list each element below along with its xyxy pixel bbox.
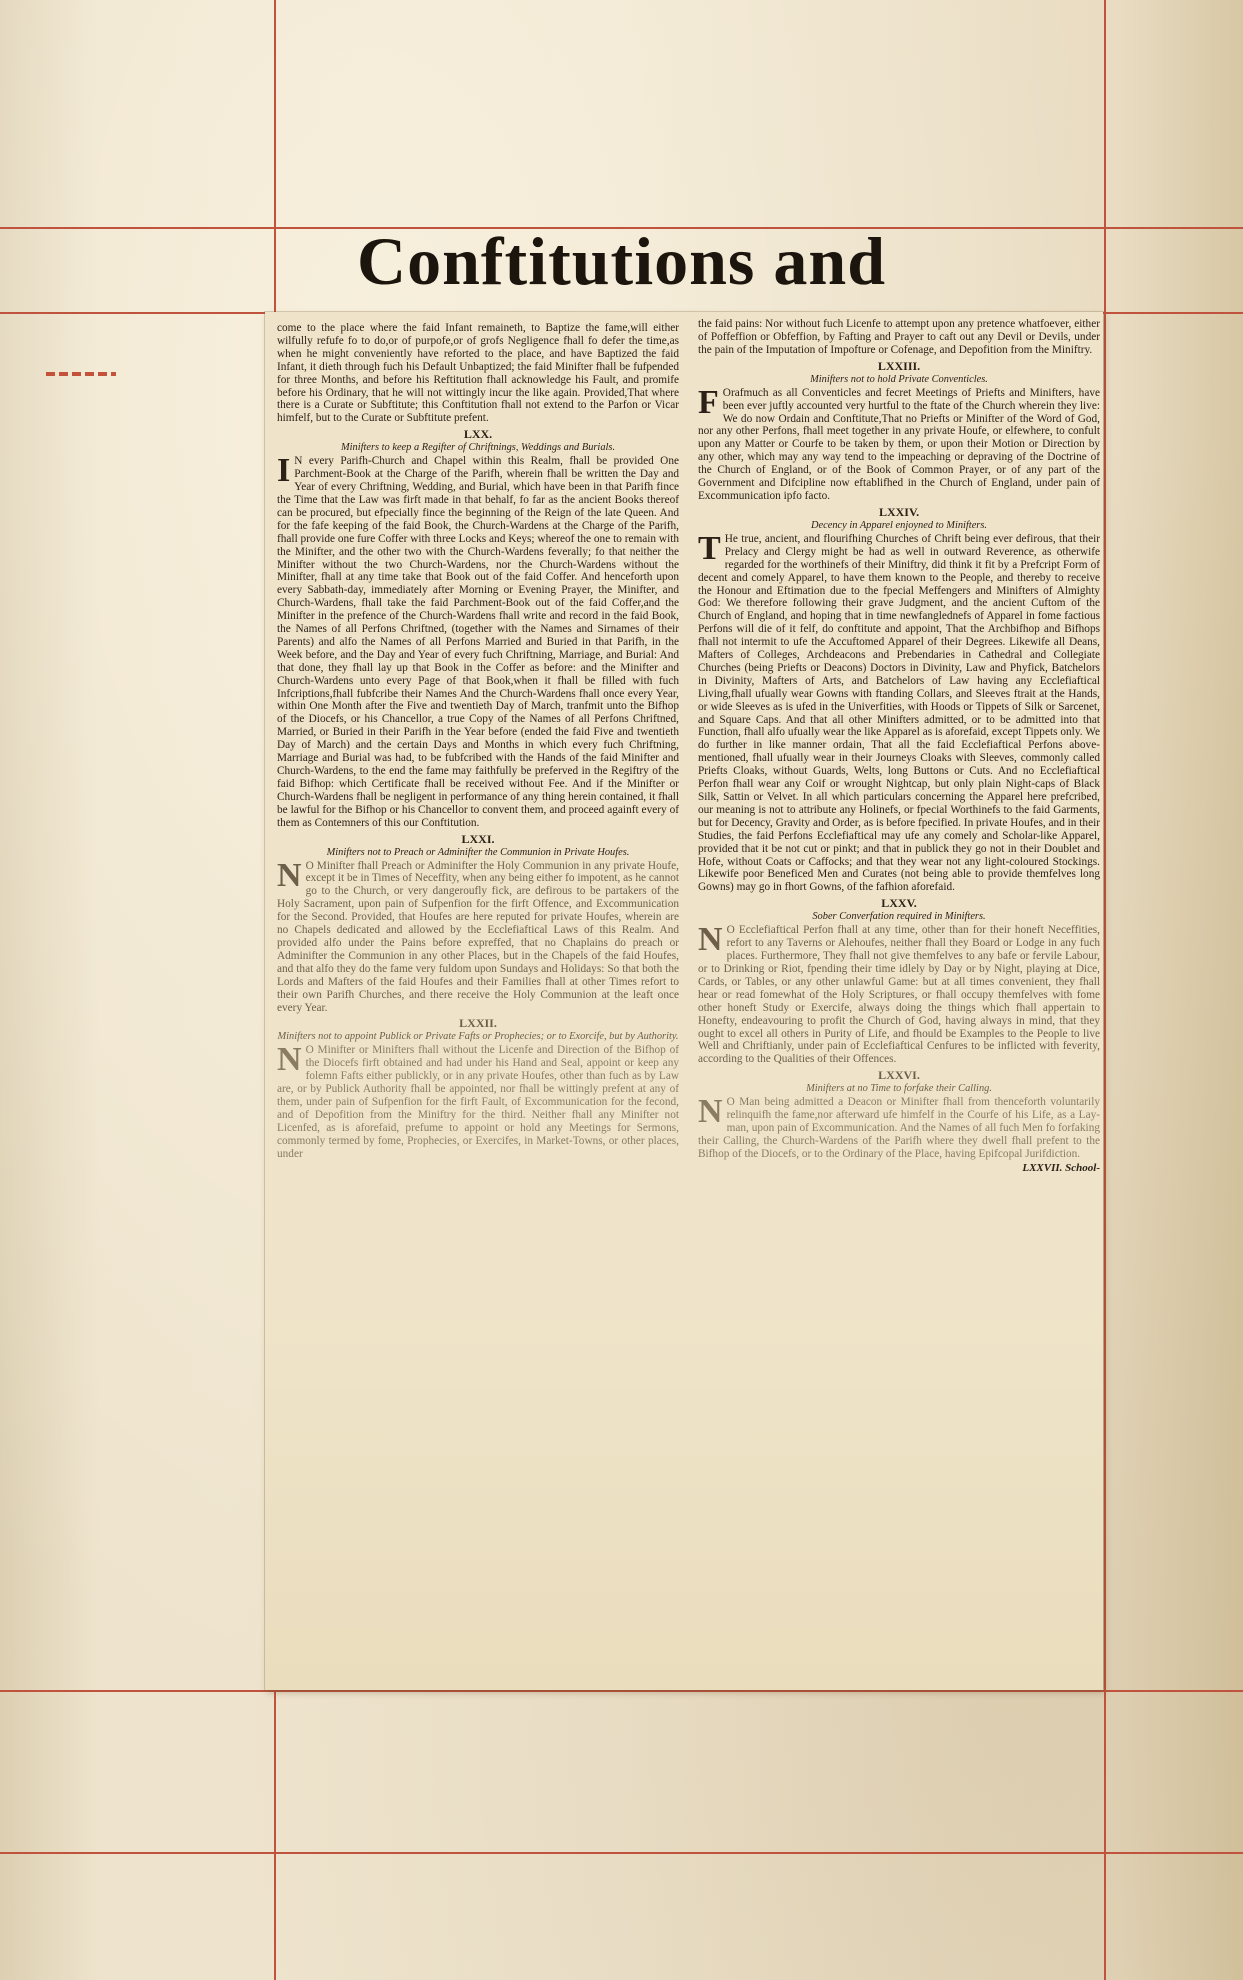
drop-initial: N [277, 1041, 302, 1079]
canon-text [277, 1041, 679, 1160]
canon-heading: Decency in Apparel enjoyned to Minifters. [810, 519, 987, 531]
canon-text [698, 1093, 1100, 1161]
canon-text [698, 529, 1100, 894]
continued-text: the faid pains: Nor without fuch Licenfe to attempt upon any pretence whatfoever, either of Poffeffion or Obfeffion, by Fafting and Prayer to caft out any Devil or Devils, under the pain of the Imputation of Impofture or Cofenage, and Depofition from the Miniftry. [698, 318, 1100, 356]
drop-initial: I [277, 452, 291, 490]
drop-initial: F [698, 383, 719, 421]
canon-heading: Minifters not to appoint Publick or Private Fafts or Prophecies; or to Exorcife, but by Authority. [277, 1031, 679, 1043]
canon-text [277, 452, 679, 829]
canon-number: LXXV. [881, 896, 917, 911]
right-column [698, 318, 1100, 1175]
drop-initial: N [698, 921, 723, 959]
drop-initial: N [698, 1093, 723, 1131]
canon-heading: Sober Converfation required in Minifters. [812, 911, 986, 923]
canon-body: O Minifter fhall Preach or Adminifter the Holy Communion in any private Houfe, except it be in Times of Neceffity, when any being either fo impotent, as he cannot go to the Church, or very dangeroufly fick, are defirous to be partakers of the Holy Sacrament, upon pain of Sufpenfion for the firft Offence, and Excommunication for the Second. Provided, that Houfes are here reputed for private Houfes, wherein are no Chapels dedicated and allowed by the Ecclefiaftical Laws of this Realm. And provided alfo under the Pains before expreffed, that no Chaplains do preach or Adminifter the Communion in any other Places, but in the Chapels of the faid Houfes, and that alfo they do the fame very fuldom upon Sundays and Holidays: So that both the Lords and Mafters of the faid Houfes and their Families fhall at other Times refort to their own Parifh Churches, and there receive the Holy Communion at the leaft once every Year. [277, 859, 679, 1014]
canon-body: N every Parifh-Church and Chapel within this Realm, fhall be provided One Parchment-Book at the Charge of the Parifh, wherein fhall be written the Day and Year of every Chriftning, Wedding, and Burial, which have been in that Parifh fince the Time that the Law was firft made in that behalf, fo far as the ancient Books thereof can be procured, but efpecially fince the beginning of the Reign of the late Queen. And for the fafe keeping of the faid Book, the Church-Wardens at the Charge of the Parifh, fhall provide one fure Coffer with three Locks and Keys; whereof the one to remain with the Minifter, and the other two with the Church-Wardens feverally; fo that neither the Minifter without the two Church-Wardens, nor the Church-Wardens without the Minifter, fhall at any time take that Book out of the faid Coffer. And henceforth upon every Sabbath-day, immediately after Morning or Evening Prayer, the Minifter, and Church-Wardens, fhall take the faid Parchment-Book out of the faid Coffer,and the Minifter in the prefence of the Church-Wardens fhall write and record in the faid Book, the Names of all Perfons Chriftned, (together with the Names and Sirnames of their Parents) and alfo the Names of all Perfons Married and Buried in that Parifh, in the Week before, and the Day and Year of every fuch Chriftning, Marriage, and Burial: And that done, they fhall lay up that Book in the Coffer as before: and the Minifter and Church-Wardens unto every Page of that Book,when it fhall be filled with fuch Infcriptions,fhall fubfcribe their Names And the Church-Wardens fhall once every Year, within One Month after the Five and twentieth Day of March, tranfmit unto the Bifhop of the Diocefs, or his Chancellor, a true Copy of the Names of all Perfons Chriftned, Married, or Buried in their Parifh in the Year before (ended the faid Five and twentieth Day of March) and the certain Days and Months in which every fuch Chriftning, Marriage and Burial was had, to be fubfcribed with the Hands of the faid Minifter and Church-Wardens, to the end the fame may faithfully be preferved in the Regiftry of the faid Bifhop: which Certificate fhall be received without Fee. And if the Minifter or Church-Wardens fhall be negligent in performance of any thing herein contained, it fhall be lawful for the Bifhop or his Chancellor to convent them, and proceed againft every of them as Contemners of this our Conftitution. [277, 455, 679, 829]
canon-heading: Minifters not to Preach or Adminifter the Communion in Private Houfes. [326, 846, 630, 858]
canon-number: LXXVI. [878, 1068, 920, 1083]
canon-body: O Minifter or Minifters fhall without the Licenfe and Direction of the Bifhop of the Diocefs firft obtained and had under his Hand and Seal, appoint or keep any folemn Fafts either publickly, or in any private Houfes, other than fuch as by Law are, or by Publick Authority fhall be appointed, nor fhall be wittingly prefent at any of them, under pain of Sufpenfion for the firft Fault, of Excommunication for the fecond, and of Depofition from the Miniftry for the third. Neither fhall any Minifter not Licenfed, as is aforefaid, prefume to appoint or hold any Meetings for Sermons, commonly termed by fome, Prophecies, or Exercifes, in Market-Towns, or other places, under [277, 1044, 679, 1160]
canon-heading: Minifters not to hold Private Conventicles. [810, 373, 988, 385]
canon-number: LXX. [463, 427, 493, 442]
canon-text [277, 856, 679, 1015]
margin-mark [46, 372, 116, 376]
canon-number: LXXIII. [877, 358, 921, 373]
page-title: Conftitutions and [356, 223, 887, 299]
drop-initial: T [698, 529, 721, 567]
canon-body: Orafmuch as all Conventicles and fecret Meetings of Priefts and Minifters, have been ever juftly accounted very hurtful to the ftate of the Church wherein they live: We do now Ordain and Conftitute,That no Priefts or Minifter of the Word of God, nor any other Perfons, fhall meet together in any private Houfe, or elfewhere, to confult upon any Matter or Courfe to be taken by them, or upon their Motion or Direction by any other, which may any way tend to the impeaching or depraving of the Doctrine of the Church of England, or of the Book of Common Prayer, or of any part of the Government and Difcipline now eftablifhed in the Church of England, under pain of Excommunication ipfo facto. [698, 386, 1100, 502]
canon-number: LXXII. [459, 1016, 497, 1031]
canon-heading: Minifters at no Time to forfake their Calling. [806, 1083, 992, 1095]
ruled-line [0, 1852, 1243, 1854]
canon-body: O Ecclefiaftical Perfon fhall at any time, other than for their honeft Neceffities, refort to any Taverns or Alehoufes, neither fhall they Board or Lodge in any fuch places. Furthermore, They fhall not give themfelves to any bafe or fervile Labour, or to Drinking or Riot, fpending their time idlely by Day or by Night, playing at Dice, Cards, or Tables, or any other unlawful Game: but at all times convenient, they fhall hear or read fomewhat of the Holy Scriptures, or fhall occupy themfelves with fome other honeft Study or Exercife, always doing the things which fhall appertain to Honefty, endeavouring to profit the Church of God, having always in mind, that they ought to excel all others in Purity of Life, and fhould be Examples to the People to live Well and Chriftianly, under pain of Ecclefiaftical Cenfures to be inflicted with feverity, according to the Qualities of their Offences. [698, 924, 1100, 1066]
left-column [277, 322, 679, 1161]
canon-body: O Man being admitted a Deacon or Minifter fhall from thenceforth voluntarily relinquifh the fame,nor afterward ufe himfelf in the Courfe of his Life, as a Lay-man, upon pain of Excommunication. And the Names of all fuch Men fo forfaking their Calling, the Church-Wardens of the Parifh where they dwell fhall prefent to the Bifhop of the Diocefs, or to the Ordinary of the Place, having Epifcopal Jurifdiction. [698, 1096, 1100, 1160]
drop-initial: N [277, 856, 302, 894]
canon-heading: Minifters to keep a Regifter of Chriftnings, Weddings and Burials. [340, 442, 616, 454]
ruled-line [0, 1690, 1243, 1692]
catchword: LXXVII. School- [1022, 1161, 1100, 1174]
canon-number: LXXI. [461, 831, 495, 846]
canon-text [698, 383, 1100, 503]
canon-body: He true, ancient, and flourifhing Churches of Chrift being ever defirous, that their Prelacy and Clergy might be had as well in outward Reverence, as otherwife regarded for the worthinefs of their Miniftry, did think it fit by a Prefcript Form of decent and comely Apparel, to have them known to the People, and thereby to receive the Honour and Eftimation due to the fpecial Meffengers and Minifters of Almighty God: We therefore following their grave Judgment, and the ancient Cuftom of the Church of England, and hoping that in time newfanglednefs of Apparel in fome factious Perfons will die of it felf, do conftitute and appoint, That the Archbifhop and Bifhops fhall not intermit to ufe the Accuftomed Apparel of their Degrees. Likewife all Deans, Mafters of Colleges, Archdeacons and Prebendaries in Cathedral and Collegiate Churches (being Priefts or Deacons) Doctors in Divinity, Law and Phyfick, Batchelors in Divinity, Mafters of Arts, and Batchelors of Law having any Ecclefiaftical Living,fhall ufually wear Gowns with ftanding Collars, and Sleeves ftrait at the Hands, or wide Sleeves as is ufed in the Univerfities, with Hoods or Tippets of Silk or Sarcenet, and Square Caps. And that all other Minifters admitted, or to be admitted into that Function, fhall alfo ufually wear the like Apparel as is aforefaid, except Tippets only. We do further in like manner ordain, That all the faid Ecclefiaftical Perfons above-mentioned, fhall ufually wear in their Journeys Cloaks with Sleeves, commonly called Priefts Cloaks, without Guards, Welts, long Buttons or Cuts. And no Ecclefiaftical Perfon fhall wear any Coif or wrought Nightcap, but only plain Night-caps of Black Silk, Sattin or Velvet. In all which particulars concerning the Apparel here prefcribed, our meaning is not to attribute any Holinefs, or fpecial Worthinefs to the faid Garments, but for Decency, Gravity and Order, as is before fpecified. In private Houfes, and in their Studies, the faid Perfons Ecclefiaftical may ufe any comely and Scholar-like Apparel, provided that it be not cut or pinkt; and that in publick they go not in their Doublet and Hofe, without Coats or Caffocks; and that they wear not any light-coloured Stockings. Likewife poor Beneficed Men and Curates (not being able to provide themfelves long Gowns) may go in fhort Gowns, of the fafhion aforefaid. [698, 532, 1100, 894]
canon-number: LXXIV. [878, 504, 920, 519]
continued-text: come to the place where the faid Infant remaineth, to Baptize the fame,will either wilfully refufe fo to do,or of purpofe,or of grofs Negligence fhall fo defer the time,as when he might conveniently have reforted to the place, and have Baptized the faid Infant, it dieth through fuch his Default Unbaptized; the faid Minifter fhall be fufpended for three Months, and before his Reftitution fhall acknowledge his Fault, and promife before his Ordinary, that he will not wittingly incur the like again. Provided,That where there is a Curate or Subftitute; this Conftitution fhall not extend to the Parfon or Vicar himfelf, but to the Curate or Subftitute prefent. [277, 322, 679, 425]
canon-text [698, 921, 1100, 1066]
